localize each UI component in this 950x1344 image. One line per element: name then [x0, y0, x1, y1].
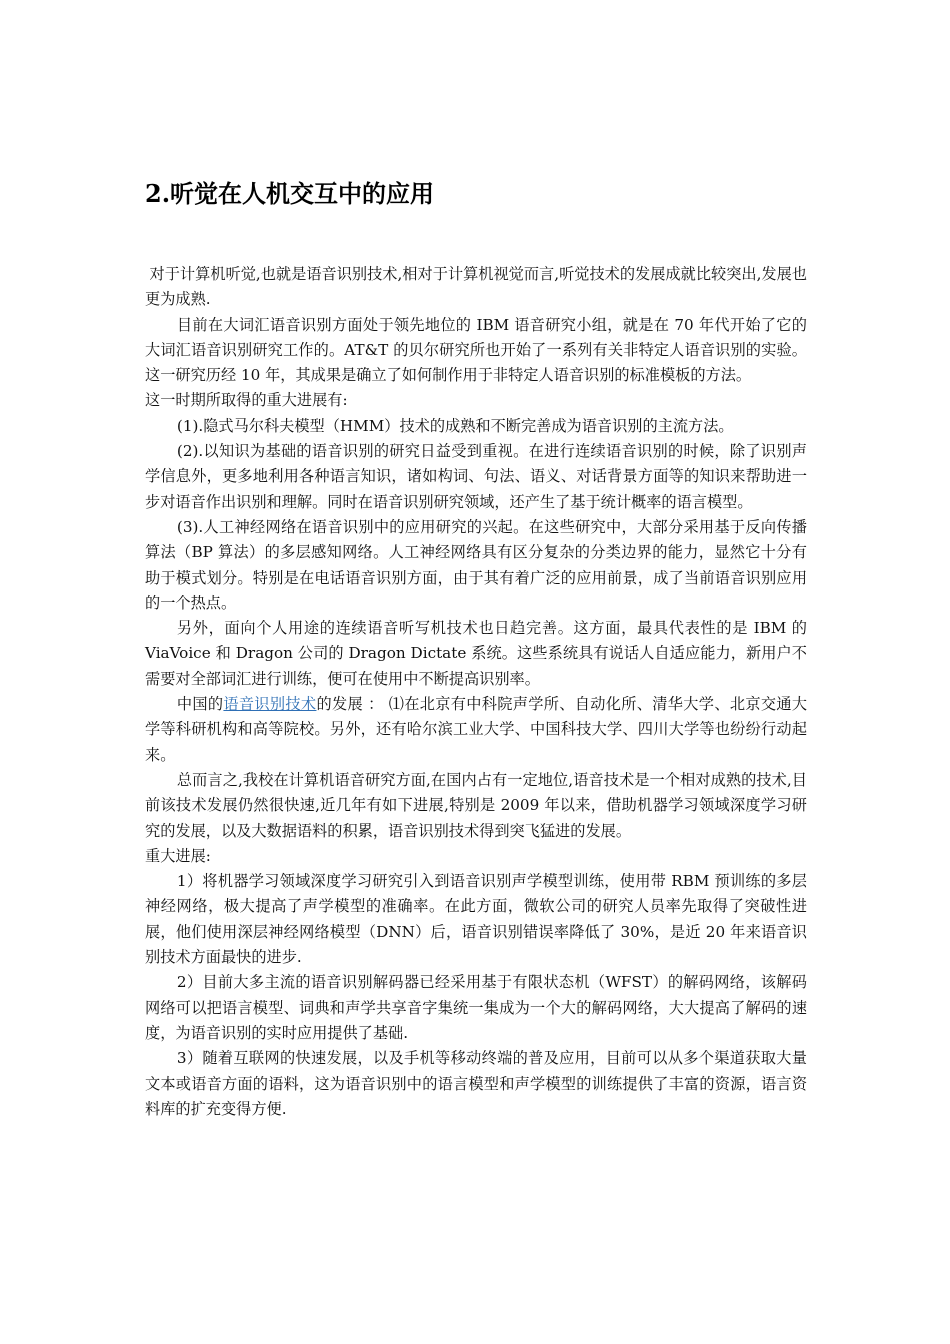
speech-recognition-link[interactable]: 语音识别技术	[223, 695, 317, 714]
china-text-after: 的发展 ： ⑴在北京有中科院声学所、自动化所、清华大学、北京交通大学等科研机构和高等院校。另外，还有哈尔滨工业大学、中国科技大学、四川大学等也纷纷行动起来。	[145, 695, 808, 764]
paragraph-intro: 对于计算机听觉,也就是语音识别技术,相对于计算机视觉而言,听觉技术的发展成就比较突出,发展也更为成熟.	[145, 265, 807, 309]
paragraph-progress-1: 1）将机器学习领域深度学习研究引入到语音识别声学模型训练，使用带 RBM 预训练的多层神经网络，极大提高了声学模型的准确率。在此方面，微软公司的研究人员率先取得了突破性进展，他们使用深层神经网络模型（DNN）后，语音识别错误率降低了 30%，是近 20 年来语音识别技术方面最快的进步.	[145, 872, 807, 967]
paragraph-hmm: (1).隐式马尔科夫模型（HMM）技术的成熟和不断完善成为语音识别的主流方法。	[176, 416, 734, 435]
paragraph-major-progress-lead: 重大进展:	[145, 846, 211, 865]
paragraph-progress-2: 2）目前大多主流的语音识别解码器已经采用基于有限状态机（WFST）的解码网络，该解码网络可以把语言模型、词典和声学共享音字集统一集成为一个大的解码网络，大大提高了解码的速度，为语音识别的实时应用提供了基础.	[145, 973, 807, 1042]
paragraph-dictation: 另外，面向个人用途的连续语音听写机技术也日趋完善。这方面，最具代表性的是 IBM 的 ViaVoice 和 Dragon 公司的 Dragon Dictate 系统。这些系统具有说话人自适应能力，新用户不需要对全部词汇进行训练，便可在使用中不断提高识别率。	[145, 619, 807, 688]
paragraph-china-development	[145, 692, 807, 768]
china-text-before: 中国的	[176, 695, 224, 714]
paragraph-ibm-research: 目前在大词汇语音识别方面处于领先地位的 IBM 语音研究小组，就是在 70 年代开始了它的大词汇语音识别研究工作的。AT&T 的贝尔研究所也开始了一系列有关非特定人语音识别的实验。这一研究历经 10 年，其成果是确立了如何制作用于非特定人语音识别的标准模板的方法。	[145, 315, 807, 385]
paragraph-progress-3: 3）随着互联网的快速发展，以及手机等移动终端的普及应用，目前可以从多个渠道获取大量文本或语音方面的语料，这为语音识别中的语言模型和声学模型的训练提供了丰富的资源，语言资料库的扩充变得方便.	[145, 1049, 807, 1118]
paragraph-knowledge-based: (2).以知识为基础的语音识别的研究日益受到重视。在进行连续语音识别的时候，除了识别声学信息外，更多地利用各种语言知识，诸如构词、句法、语义、对话背景方面等的知识来帮助进一步对语音作出识别和理解。同时在语音识别研究领域，还产生了基于统计概率的语言模型。	[145, 442, 807, 511]
document-body	[145, 262, 807, 1122]
section-heading: 2.听觉在人机交互中的应用	[145, 179, 435, 208]
paragraph-summary: 总而言之,我校在计算机语音研究方面,在国内占有一定地位,语音技术是一个相对成熟的技术,目前该技术发展仍然很快速,近几年有如下进展,特别是 2009 年以来，借助机器学习领域深度学习研究的发展，以及大数据语料的积累，语音识别技术得到突飞猛进的发展。	[145, 770, 807, 840]
paragraph-neural-network: (3).人工神经网络在语音识别中的应用研究的兴起。在这些研究中，大部分采用基于反向传播算法（BP 算法）的多层感知网络。人工神经网络具有区分复杂的分类边界的能力，显然它十分有助于模式划分。特别是在电话语音识别方面，由于其有着广泛的应用前景，成了当前语音识别应用的一个热点。	[145, 517, 807, 612]
paragraph-progress-lead: 这一时期所取得的重大进展有:	[145, 391, 348, 410]
